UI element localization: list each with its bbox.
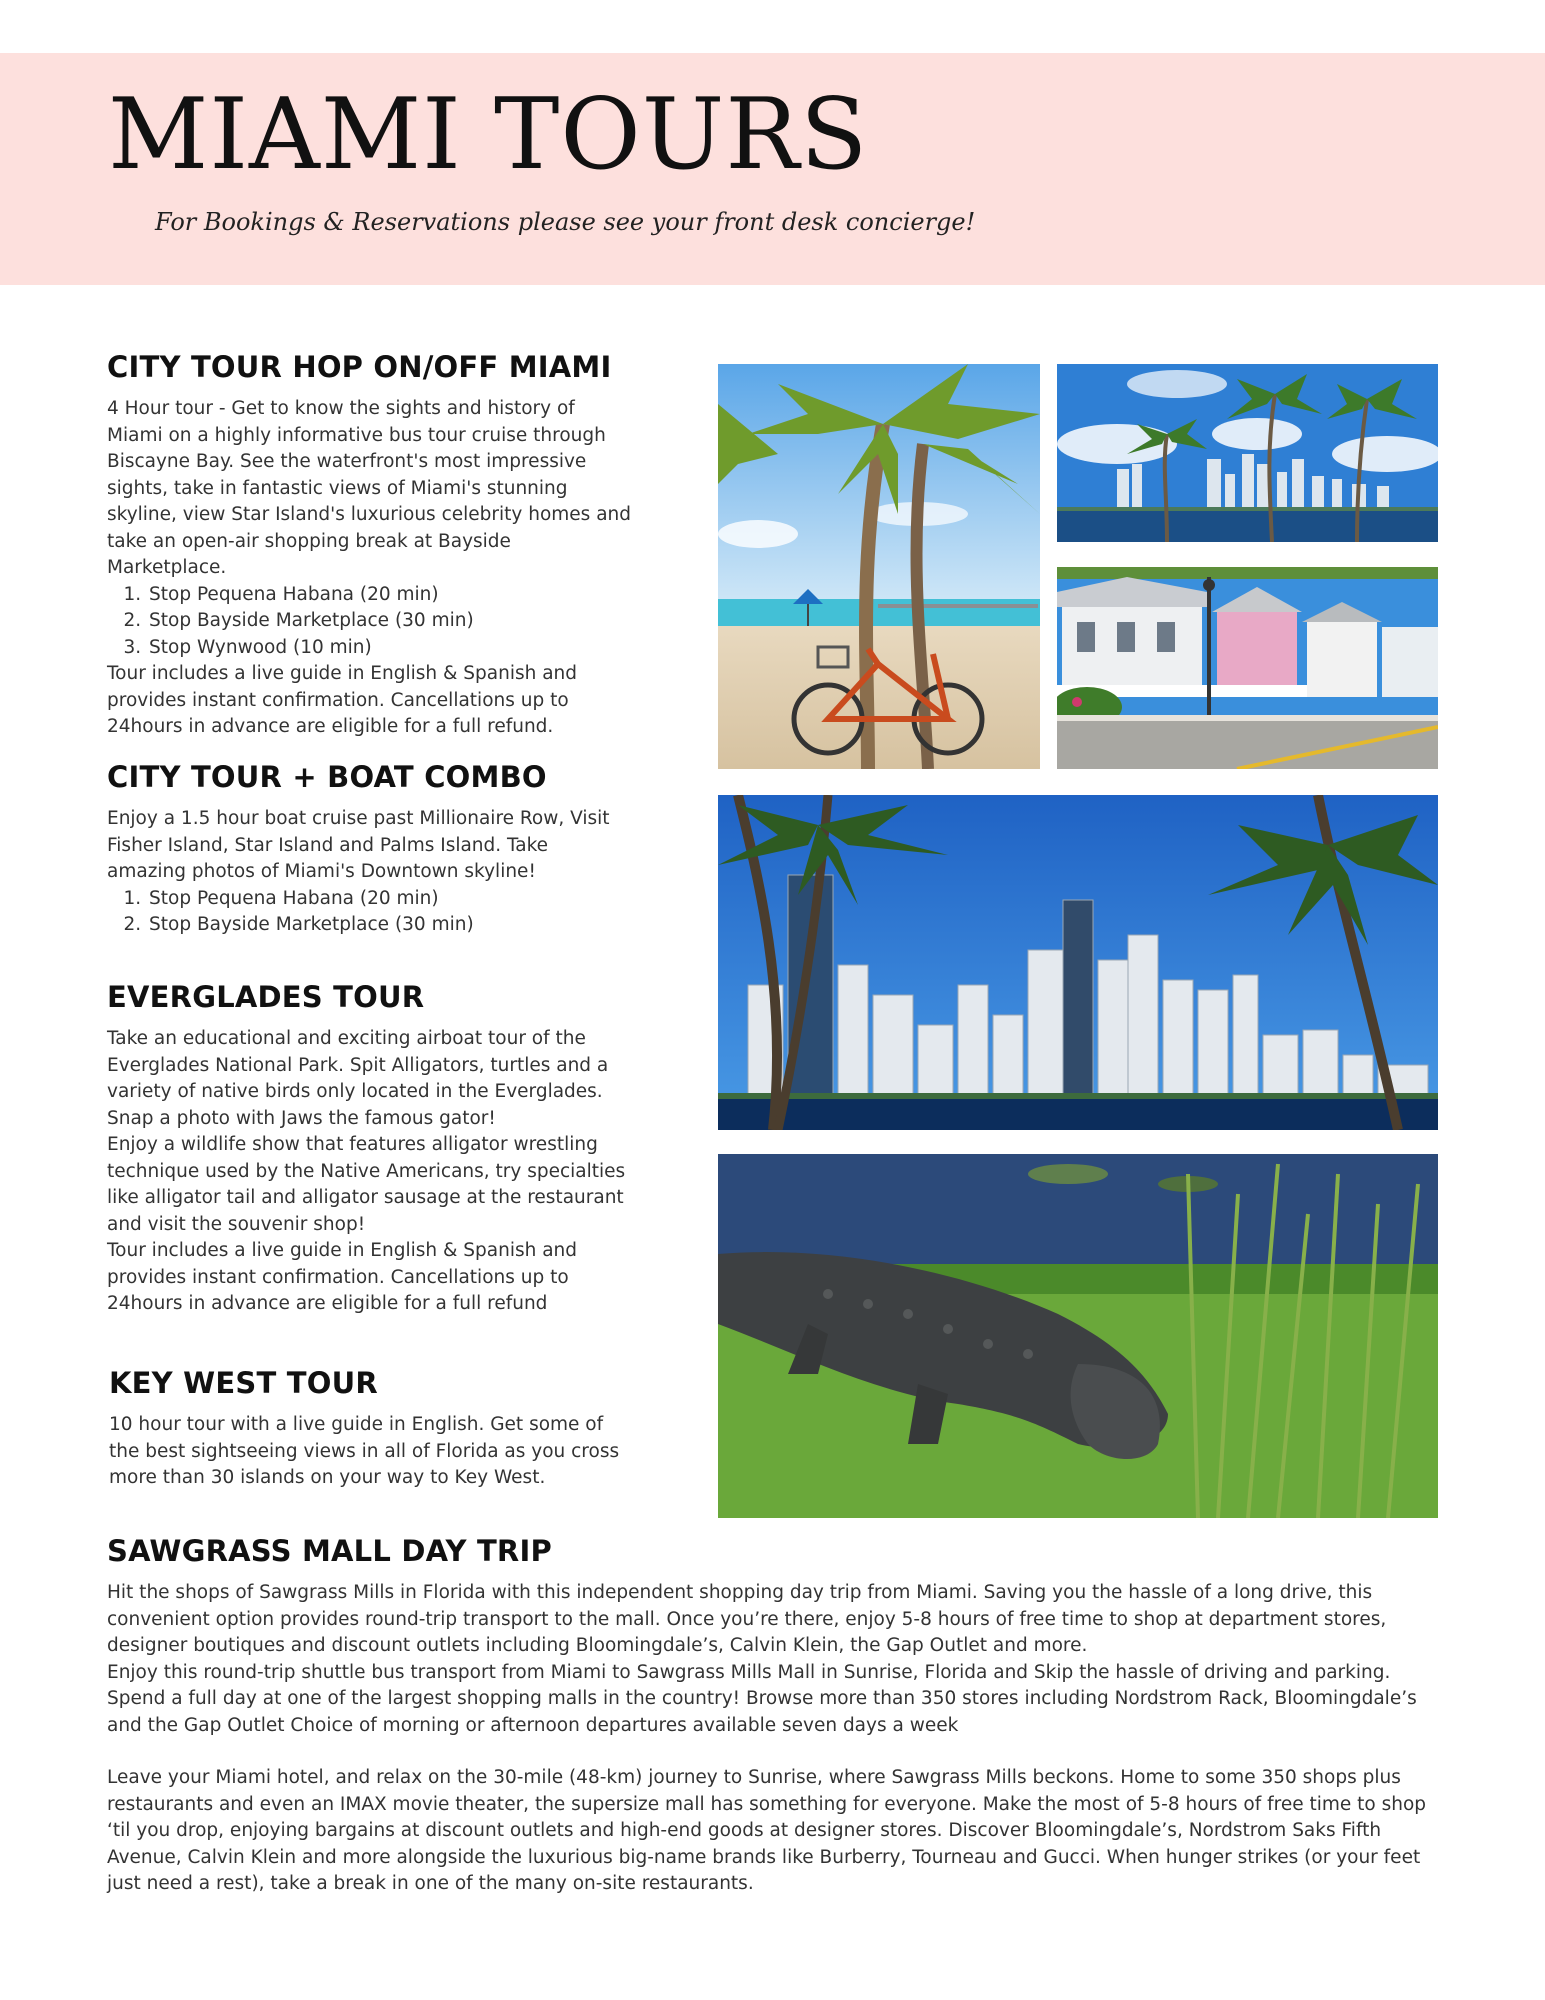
section-text: Tour includes a live guide in English & Spanish and provides instant confirmation. Cancellations up to 24hours in advance are eligible for a full refund xyxy=(107,1240,578,1314)
section-heading: EVERGLADES TOUR xyxy=(107,980,425,1014)
section-text: Enjoy this round-trip shuttle bus transport from Miami to Sawgrass Mills Mall in Sunrise, Florida and Skip the hassle of driving and parking. Spend a full day at one of the largest shopping malls in the country! Browse more than 350 stores including Nordstrom Rack, Bloomingdale’s and the Gap Outlet Choice of morning or afternoon departures available seven days a week xyxy=(107,1661,1417,1736)
stop-list xyxy=(107,886,632,939)
section-text: Hit the shops of Sawgrass Mills in Florida with this independent shopping day trip from Miami. Saving you the hassle of a long drive, this convenient option provides round-trip transport to the mall. Once you’re there, enjoy 5-8 hours of free time to shop at department stores, designer boutiques and discount outlets including Bloomingdale’s, Calvin Klein, the Gap Outlet and more. xyxy=(107,1582,1387,1656)
section-text: Leave your Miami hotel, and relax on the 30-mile (48-km) journey to Sunrise, where Sawgrass Mills beckons. Home to some 350 shops plus restaurants and even an IMAX movie theater, the supersize mall has something for everyone. Make the most of 5-8 hours of free time to shop ‘til you drop, enjoying bargains at discount outlets and high-end goods at designer stores. Discover Bloomingdale’s, Nordstrom Saks Fifth Avenue, Calvin Klein and more alongside the luxurious big-name brands like Burberry, Tourneau and Gucci. When hunger strikes (or your feet just need a rest), take a break in one of the many on-site restaurants. xyxy=(107,1767,1427,1894)
everglades-section xyxy=(107,980,642,1318)
boat-combo-section xyxy=(107,760,632,939)
miami-skyline-photo xyxy=(718,795,1438,1130)
section-text: Tour includes a live guide in English & Spanish and provides instant confirmation. Cancellations up to 24hours in advance are eligible for a full refund. xyxy=(107,663,578,737)
section-text: 4 Hour tour - Get to know the sights and history of Miami on a highly informative bus tour cruise through Biscayne Bay. See the waterfront's most impressive sights, take in fantastic views of Miami's stunning skyline, view Star Island's luxurious celebrity homes and take an open-air shopping break at Bayside Marketplace. xyxy=(107,398,631,578)
section-heading: KEY WEST TOUR xyxy=(109,1366,378,1400)
paragraph-spacer xyxy=(107,1739,1437,1765)
booking-subtitle: For Bookings & Reservations please see your front desk concierge! xyxy=(155,208,976,236)
stop-item: 3. Stop Wynwood (10 min) xyxy=(147,635,632,662)
skyline-palms-photo xyxy=(1057,364,1438,542)
section-heading: CITY TOUR + BOAT COMBO xyxy=(107,760,547,794)
stop-item: 1. Stop Pequena Habana (20 min) xyxy=(147,886,632,913)
stop-list xyxy=(107,582,632,662)
page-title: MIAMI TOURS xyxy=(108,78,869,192)
key-west-section xyxy=(109,1366,634,1492)
stop-item: 2. Stop Bayside Marketplace (30 min) xyxy=(147,912,632,939)
stop-item: 2. Stop Bayside Marketplace (30 min) xyxy=(147,608,632,635)
section-text: 10 hour tour with a live guide in English. Get some of the best sightseeing views in all of Florida as you cross more than 30 islands on your way to Key West. xyxy=(109,1414,620,1488)
section-text: Enjoy a 1.5 hour boat cruise past Millionaire Row, Visit Fisher Island, Star Island and Palms Island. Take amazing photos of Miami's Downtown skyline! xyxy=(107,808,610,882)
section-heading: CITY TOUR HOP ON/OFF MIAMI xyxy=(107,350,612,384)
city-tour-section xyxy=(107,350,632,741)
sawgrass-section xyxy=(107,1534,1437,1898)
stop-item: 1. Stop Pequena Habana (20 min) xyxy=(147,582,632,609)
beach-bicycles-photo xyxy=(718,364,1040,769)
section-text: Enjoy a wildlife show that features alligator wrestling technique used by the Native Americans, try specialties like alligator tail and alligator sausage at the restaurant and visit the souvenir shop! xyxy=(107,1134,626,1235)
key-west-houses-photo xyxy=(1057,567,1438,769)
alligator-photo xyxy=(718,1154,1438,1518)
section-heading: SAWGRASS MALL DAY TRIP xyxy=(107,1534,552,1568)
section-text: Take an educational and exciting airboat tour of the Everglades National Park. Spit Alligators, turtles and a variety of native birds only located in the Everglades. Snap a photo with Jaws the famous gator! xyxy=(107,1028,609,1129)
